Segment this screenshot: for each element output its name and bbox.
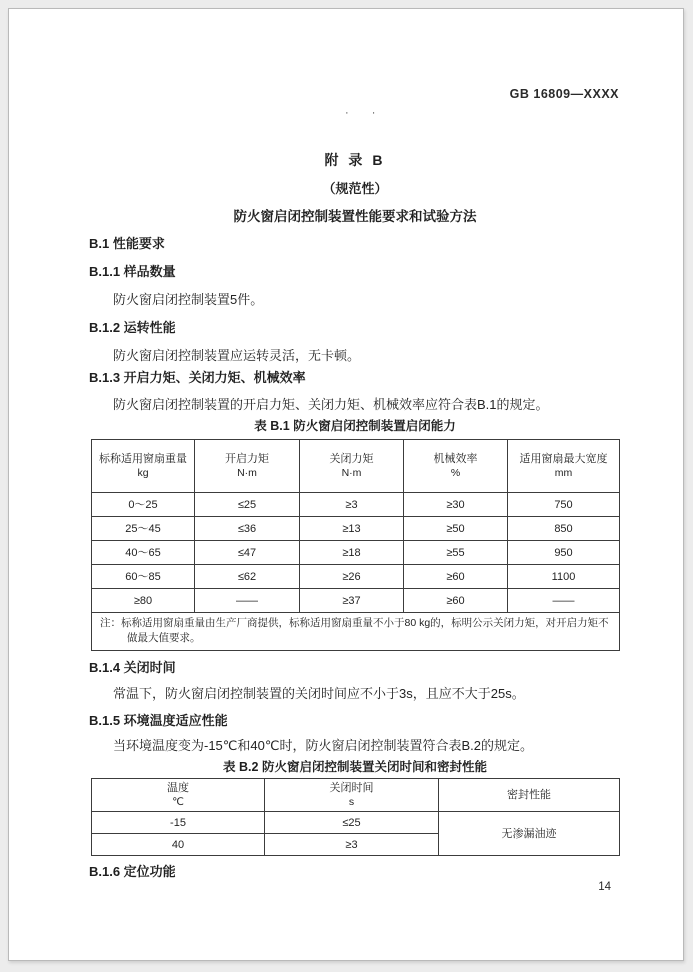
- table-cell: -15: [92, 812, 265, 834]
- table-b1-caption: 表 B.1 防火窗启闭控制装置启闭能力: [254, 419, 456, 433]
- section-heading-b12: B.1.2 运转性能: [89, 320, 176, 335]
- section-heading-b15: B.1.5 环境温度适应性能: [89, 713, 228, 728]
- table-cell: 25～45: [92, 517, 195, 541]
- section-heading-b13: B.1.3 开启力矩、关闭力矩、机械效率: [89, 370, 306, 385]
- section-body-b15: 当环境温度变为-15℃和40℃时，防火窗启闭控制装置符合表B.2的规定。: [113, 738, 533, 753]
- table-cell: ——: [508, 589, 620, 613]
- table-b1-header-efficiency: 机械效率 %: [404, 440, 508, 493]
- table-b1-header-row: [92, 440, 620, 493]
- appendix-type-label: （规范性）: [322, 181, 388, 196]
- table-cell: 750: [508, 493, 620, 517]
- table-cell: 850: [508, 517, 620, 541]
- table-row: [92, 565, 620, 589]
- table-cell: ≥60: [404, 589, 508, 613]
- stray-scan-marks: · ·: [345, 107, 386, 119]
- table-cell: ≥60: [404, 565, 508, 589]
- table-cell: 60～85: [92, 565, 195, 589]
- table-cell: ≤36: [195, 517, 300, 541]
- table-b1-header-weight: 标称适用窗扇重量 kg: [92, 440, 195, 493]
- table-cell: ≤25: [195, 493, 300, 517]
- table-cell: 40～65: [92, 541, 195, 565]
- section-heading-b16: B.1.6 定位功能: [89, 864, 176, 879]
- table-b1-header-max-width: 适用窗扇最大宽度 mm: [508, 440, 620, 493]
- section-body-b13: 防火窗启闭控制装置的开启力矩、关闭力矩、机械效率应符合表B.1的规定。: [113, 397, 549, 412]
- table-row: [92, 589, 620, 613]
- table-cell: ≥18: [300, 541, 404, 565]
- table-cell: ≥3: [300, 493, 404, 517]
- table-cell: 1100: [508, 565, 620, 589]
- table-cell: ≥26: [300, 565, 404, 589]
- table-cell: ≥37: [300, 589, 404, 613]
- section-body-b14: 常温下，防火窗启闭控制装置的关闭时间应不小于3s，且应不大于25s。: [113, 686, 525, 701]
- table-cell: ≥30: [404, 493, 508, 517]
- table-cell: ≥3: [265, 834, 439, 856]
- table-cell: ≤47: [195, 541, 300, 565]
- table-b2-caption: 表 B.2 防火窗启闭控制装置关闭时间和密封性能: [223, 760, 487, 774]
- table-b1: [91, 439, 620, 651]
- table-row: [92, 541, 620, 565]
- table-b1-header-close-torque: 关闭力矩 N·m: [300, 440, 404, 493]
- table-row: [92, 517, 620, 541]
- table-b2-header-sealing: 密封性能: [439, 779, 620, 812]
- table-cell: 950: [508, 541, 620, 565]
- section-heading-b1: B.1 性能要求: [89, 236, 165, 251]
- table-cell: ≥50: [404, 517, 508, 541]
- table-b2: [91, 778, 620, 856]
- table-cell: ——: [195, 589, 300, 613]
- table-b2-seal-value: 无渗漏油迹: [439, 812, 620, 856]
- section-body-b11: 防火窗启闭控制装置5件。: [113, 292, 264, 307]
- table-cell: ≥55: [404, 541, 508, 565]
- standard-reference: GB 16809—XXXX: [509, 87, 619, 101]
- table-row: [92, 812, 620, 834]
- table-cell: ≥80: [92, 589, 195, 613]
- table-cell: 40: [92, 834, 265, 856]
- document-page: [8, 8, 684, 961]
- section-body-b12: 防火窗启闭控制装置应运转灵活，无卡顿。: [113, 348, 361, 363]
- table-b2-header-row: [92, 779, 620, 812]
- table-b1-header-open-torque: 开启力矩 N·m: [195, 440, 300, 493]
- table-b2-header-temperature: 温度 ℃: [92, 779, 265, 812]
- table-b2-header-closing-time: 关闭时间 s: [265, 779, 439, 812]
- section-heading-b11: B.1.1 样品数量: [89, 264, 176, 279]
- section-heading-b14: B.1.4 关闭时间: [89, 660, 176, 675]
- table-cell: ≥13: [300, 517, 404, 541]
- table-cell: ≤62: [195, 565, 300, 589]
- appendix-title: 附 录 B: [324, 152, 386, 168]
- table-b1-note: 注：标称适用窗扇重量由生产厂商提供，标称适用窗扇重量不小于80 kg的，标明公示关闭力矩，对开启力矩不做最大值要求。: [92, 613, 620, 651]
- page-number: 14: [598, 881, 611, 893]
- appendix-subtitle: 防火窗启闭控制装置性能要求和试验方法: [233, 209, 477, 224]
- table-row: [92, 493, 620, 517]
- table-cell: 0～25: [92, 493, 195, 517]
- table-cell: ≤25: [265, 812, 439, 834]
- table-note-row: [92, 613, 620, 651]
